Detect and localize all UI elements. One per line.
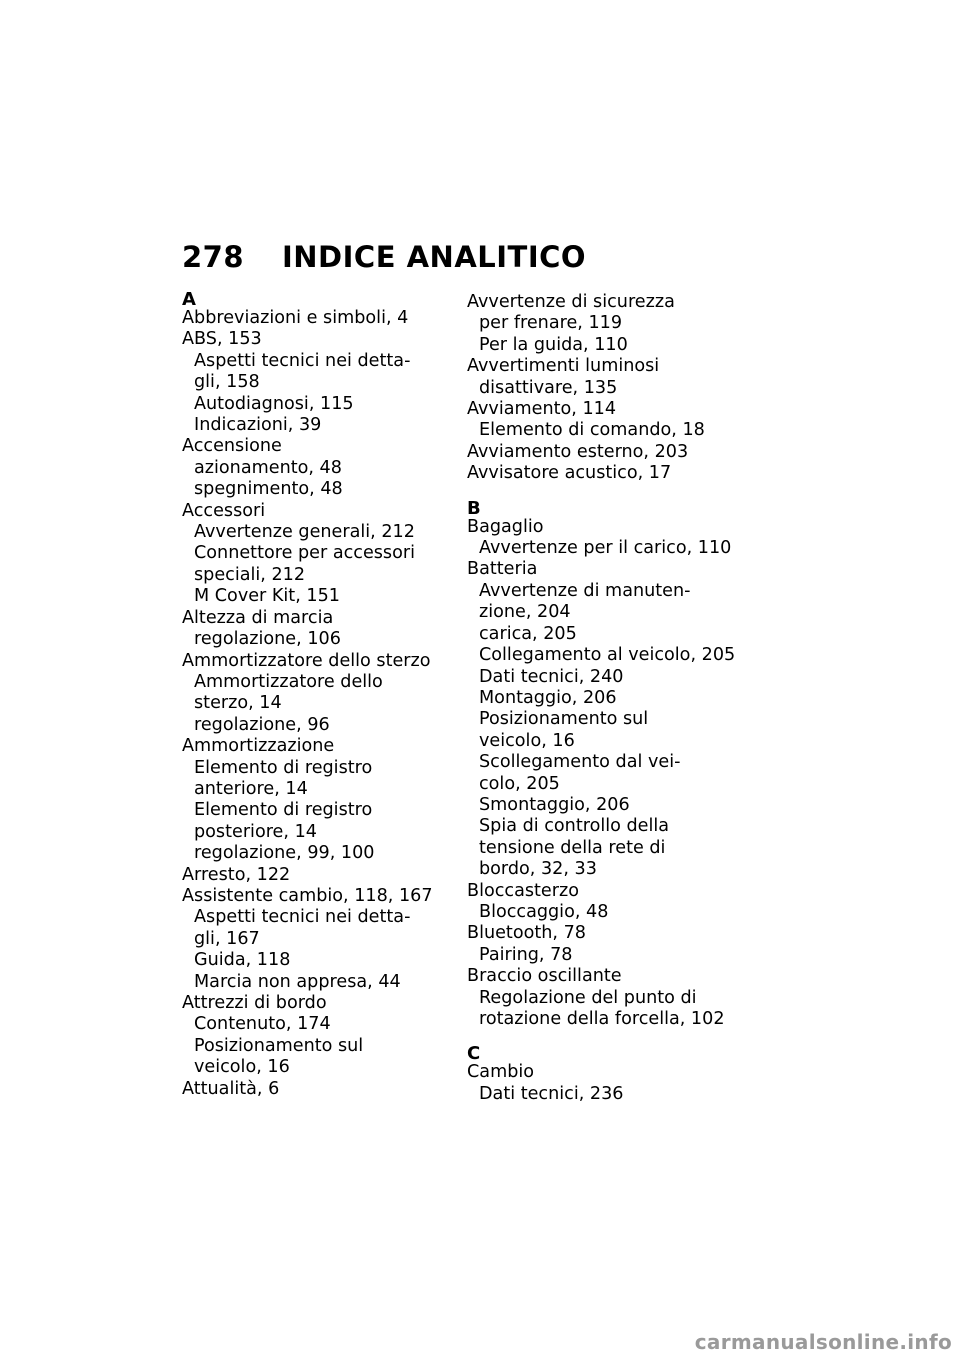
index-subentry bbox=[467, 667, 747, 688]
index-subentry bbox=[182, 758, 452, 801]
index-entry-line: Ammortizzatore dello sterzo bbox=[182, 650, 431, 671]
index-entry-line: Elemento di comando, 18 bbox=[479, 420, 705, 441]
index-subentry bbox=[182, 394, 452, 415]
index-entry-line: Ammortizzazione bbox=[182, 736, 335, 757]
index-entry-line: Avvertenze per il carico, 110 bbox=[479, 538, 732, 559]
page-number: 278 bbox=[182, 240, 245, 274]
index-entry-line: per frenare, 119 bbox=[479, 313, 623, 334]
index-subentry bbox=[182, 972, 452, 993]
index-subentry bbox=[182, 522, 452, 543]
index-entry bbox=[467, 559, 747, 580]
index-entry-line: Accensione bbox=[182, 436, 282, 457]
index-entry-line: Per la guida, 110 bbox=[479, 334, 628, 355]
index-entry-line: Dati tecnici, 236 bbox=[479, 1083, 624, 1104]
index-subentry bbox=[182, 950, 452, 971]
index-entry-line: regolazione, 99, 100 bbox=[194, 843, 375, 864]
index-letter-heading: C bbox=[467, 1043, 481, 1065]
index-entry-line: Cambio bbox=[467, 1062, 535, 1083]
index-entry-line: gli, 167 bbox=[194, 928, 260, 949]
index-entry-line: carica, 205 bbox=[479, 623, 577, 644]
index-entry-line: bordo, 32, 33 bbox=[479, 859, 597, 880]
index-entry-line: Attrezzi di bordo bbox=[182, 993, 327, 1013]
index-entry bbox=[182, 865, 452, 886]
index-entry bbox=[467, 966, 747, 987]
index-entry-line: Abbreviazioni e simboli, 4 bbox=[182, 308, 409, 328]
index-subentry bbox=[467, 581, 747, 624]
index-entry-line: Assistente cambio, 118, 167 bbox=[182, 885, 433, 906]
index-subentry bbox=[467, 902, 747, 923]
index-entry bbox=[182, 329, 452, 350]
index-entry-line: Bloccasterzo bbox=[467, 880, 579, 901]
index-entry-line: azionamento, 48 bbox=[194, 457, 342, 478]
index-entry-line: Altezza di marcia bbox=[182, 607, 334, 628]
index-entry-line: Avviamento, 114 bbox=[467, 399, 617, 420]
index-subentry bbox=[182, 800, 452, 843]
index-entry-line: Attualità, 6 bbox=[182, 1078, 280, 1099]
index-entry-line: zione, 204 bbox=[479, 602, 571, 623]
index-entry-line: Autodiagnosi, 115 bbox=[194, 393, 354, 414]
index-subentry bbox=[467, 709, 747, 752]
index-entry bbox=[467, 356, 747, 377]
index-entry-line: rotazione della forcella, 102 bbox=[479, 1009, 725, 1029]
index-entry-line: Bluetooth, 78 bbox=[467, 923, 586, 944]
index-entry-line: Elemento di registro bbox=[194, 800, 373, 821]
index-entry bbox=[467, 1062, 747, 1083]
index-entry-line: sterzo, 14 bbox=[194, 693, 282, 714]
index-entry-line: Avvertenze generali, 212 bbox=[194, 522, 415, 543]
index-subentry bbox=[467, 795, 747, 816]
index-entry bbox=[182, 436, 452, 457]
index-entry bbox=[467, 881, 747, 902]
index-column-left bbox=[182, 289, 452, 1100]
index-entry-line: colo, 205 bbox=[479, 773, 560, 794]
index-entry bbox=[182, 1079, 452, 1100]
index-entry-line: tensione della rete di bbox=[479, 837, 666, 858]
index-entry-line: Posizionamento sul bbox=[479, 709, 649, 730]
index-subentry bbox=[182, 351, 452, 394]
index-entry-line: Avvertenze di manuten- bbox=[479, 580, 691, 601]
index-entry-line: Batteria bbox=[467, 559, 538, 580]
index-entry bbox=[467, 463, 747, 484]
index-entry-line: Posizionamento sul bbox=[194, 1035, 364, 1056]
index-subentry bbox=[182, 458, 452, 479]
index-subentry bbox=[467, 624, 747, 645]
index-entry-line: Braccio oscillante bbox=[467, 966, 622, 987]
index-subentry bbox=[467, 1084, 747, 1105]
index-entry-line: disattivare, 135 bbox=[479, 377, 618, 398]
index-entry bbox=[182, 501, 452, 522]
index-entry-line: ABS, 153 bbox=[182, 329, 262, 350]
index-entry bbox=[182, 736, 452, 757]
index-entry-line: Dati tecnici, 240 bbox=[479, 666, 624, 687]
index-entry-line: Accessori bbox=[182, 500, 266, 521]
index-entry-line: Pairing, 78 bbox=[479, 944, 573, 965]
index-entry-line: Bagaglio bbox=[467, 516, 544, 537]
index-entry-line: Scollegamento dal vei- bbox=[479, 752, 681, 773]
index-subentry bbox=[467, 752, 747, 795]
index-entry-line: Arresto, 122 bbox=[182, 864, 291, 885]
index-entry bbox=[467, 399, 747, 420]
index-subentry bbox=[182, 543, 452, 586]
index-entry-line: Connettore per accessori bbox=[194, 543, 415, 564]
index-entry-line: veicolo, 16 bbox=[194, 1057, 290, 1078]
index-subentry bbox=[467, 335, 747, 356]
index-entry bbox=[467, 517, 747, 538]
index-subentry bbox=[467, 538, 747, 559]
index-entry-line: spegnimento, 48 bbox=[194, 479, 343, 500]
index-entry-line: Indicazioni, 39 bbox=[194, 415, 322, 436]
page-header bbox=[182, 240, 586, 280]
index-entry bbox=[182, 651, 452, 672]
index-subentry bbox=[182, 1014, 452, 1035]
index-entry-line: Spia di controllo della bbox=[479, 816, 670, 837]
index-subentry bbox=[467, 378, 747, 399]
index-entry-line: Aspetti tecnici nei detta- bbox=[194, 350, 411, 371]
index-entry-line: Avvertimenti luminosi bbox=[467, 356, 660, 377]
index-entry-line: speciali, 212 bbox=[194, 564, 306, 585]
index-subentry bbox=[467, 645, 747, 666]
watermark[interactable]: carmanualsonline.info bbox=[694, 1330, 952, 1354]
index-subentry bbox=[182, 843, 452, 864]
index-subentry bbox=[467, 816, 747, 880]
index-entry-line: Avvisatore acustico, 17 bbox=[467, 463, 672, 484]
index-entry-line: veicolo, 16 bbox=[479, 730, 575, 751]
index-entry-line: Marcia non appresa, 44 bbox=[194, 971, 401, 992]
index-entry-line: Regolazione del punto di bbox=[479, 987, 697, 1008]
index-entry-line: Montaggio, 206 bbox=[479, 687, 617, 708]
index-subentry bbox=[467, 688, 747, 709]
index-entry bbox=[467, 292, 747, 313]
index-entry bbox=[467, 442, 747, 463]
index-entry-line: Avviamento esterno, 203 bbox=[467, 441, 689, 462]
index-subentry bbox=[182, 415, 452, 436]
index-entry-line: Aspetti tecnici nei detta- bbox=[194, 907, 411, 928]
index-entry-line: Ammortizzatore dello bbox=[194, 671, 383, 692]
index-subentry bbox=[467, 313, 747, 334]
index-subentry bbox=[467, 988, 747, 1031]
index-letter-heading: A bbox=[182, 289, 196, 310]
index-entry-line: anteriore, 14 bbox=[194, 778, 308, 799]
index-entry-line: regolazione, 96 bbox=[194, 714, 330, 735]
index-entry-line: posteriore, 14 bbox=[194, 821, 317, 842]
index-entry bbox=[182, 993, 452, 1014]
index-letter-heading: B bbox=[467, 497, 481, 519]
index-entry-line: Elemento di registro bbox=[194, 757, 373, 778]
index-subentry bbox=[182, 907, 452, 950]
index-entry-line: M Cover Kit, 151 bbox=[194, 586, 340, 607]
index-entry bbox=[467, 923, 747, 944]
index-entry-line: Avvertenze di sicurezza bbox=[467, 292, 675, 312]
index-entry-line: Bloccaggio, 48 bbox=[479, 901, 609, 922]
index-entry-line: Guida, 118 bbox=[194, 950, 291, 971]
index-subentry bbox=[467, 945, 747, 966]
index-entry-line: gli, 158 bbox=[194, 372, 260, 393]
index-subentry bbox=[467, 420, 747, 441]
index-subentry bbox=[182, 629, 452, 650]
index-column-right bbox=[467, 292, 747, 1105]
index-entry-line: Smontaggio, 206 bbox=[479, 794, 630, 815]
index-subentry bbox=[182, 586, 452, 607]
index-subentry bbox=[182, 715, 452, 736]
index-entry-line: Collegamento al veicolo, 205 bbox=[479, 645, 736, 666]
index-subentry bbox=[182, 1036, 452, 1079]
index-entry bbox=[182, 608, 452, 629]
index-entry bbox=[182, 886, 452, 907]
index-entry-line: Contenuto, 174 bbox=[194, 1014, 331, 1035]
index-subentry bbox=[182, 672, 452, 715]
index-entry-line: regolazione, 106 bbox=[194, 629, 341, 650]
index-subentry bbox=[182, 479, 452, 500]
index-entry bbox=[182, 308, 452, 329]
page-title: INDICE ANALITICO bbox=[282, 240, 587, 274]
